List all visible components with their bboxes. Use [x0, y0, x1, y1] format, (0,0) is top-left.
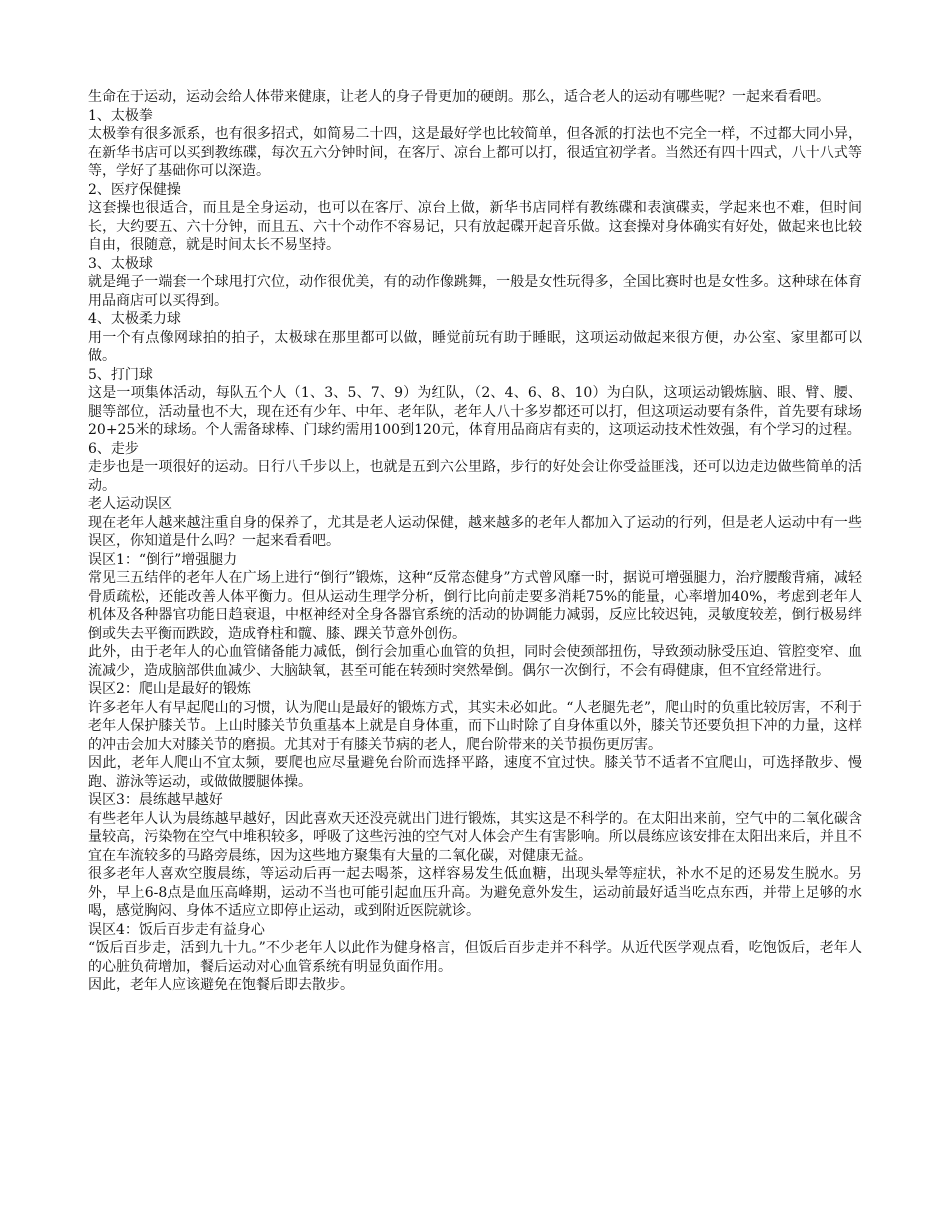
section-heading-gateball: 5、打门球 — [88, 366, 153, 383]
misconception-heading-1: 误区1：“倒行”增强腿力 — [88, 551, 238, 568]
paragraph-walking: 走步也是一项很好的运动。日行八千步以上，也就是五到六公里路，步行的好处会让你受益匪浅，还可以边走边做些简单的活动。 — [88, 459, 862, 494]
paragraph-misconception-2a: 许多老年人有早起爬山的习惯，认为爬山是最好的锻炼方式，其实未必如此。“人老腿先老”，爬山时的负重比较厉害，不利于老年人保护膝关节。上山时膝关节负重基本上就是自身体重，而下山时除了自身体重以外，膝关节还要负担下冲的力量，这样的冲击会加大对膝关节的磨损。尤其对于有膝关节病的老人，爬台阶带来的关节损伤更厉害。 — [88, 699, 862, 753]
misconception-heading-2: 误区2：爬山是最好的锻炼 — [88, 681, 251, 697]
paragraph-misconception-1a: 常见三五结伴的老年人在广场上进行“倒行”锻炼，这种“反常态健身”方式曾风靡一时，据说可增强腿力，治疗腰酸背痛，减轻骨质疏松，还能改善人体平衡力。但从运动生理学分析，倒行比向前走要多消耗75%的能量，心率增加40%，考虑到老年人机体及各种器官功能日趋衰退，中枢神经对全身各器官系统的活动的协调能力减弱，反应比较迟钝，灵敏度较差，倒行极易绊倒或失去平衡而跌跤，造成脊柱和髋、膝、踝关节意外创伤。 — [88, 570, 862, 642]
paragraph-taiji-ball: 就是绳子一端套一个球甩打穴位，动作很优美，有的动作像跳舞，一般是女性玩得多，全国比赛时也是女性多。这种球在体育用品商店可以买得到。 — [88, 274, 862, 309]
paragraph-misconception-4b: 因此，老年人应该避免在饱餐后即去散步。 — [88, 977, 354, 993]
section-heading-taijiquan: 1、太极拳 — [88, 107, 153, 124]
misconception-heading-4: 误区4：饭后百步走有益身心 — [88, 921, 265, 938]
paragraph-misconception-3a: 有些老年人认为晨练越早越好，因此喜欢天还没亮就出门进行锻炼，其实这是不科学的。在太阳出来前，空气中的二氧化碳含量较高，污染物在空气中堆积较多，呼吸了这些污浊的空气对人体会产生有害影响。所以晨练应该安排在太阳出来后，并且不宜在车流较多的马路旁晨练，因为这些地方聚集有大量的二氧化碳，对健康无益。 — [88, 810, 862, 864]
paragraph-misconceptions-intro: 现在老年人越来越注重自身的保养了，尤其是老人运动保健，越来越多的老年人都加入了运动的行列，但是老人运动中有一些误区，你知道是什么吗？一起来看看吧。 — [88, 514, 862, 549]
paragraph-health-exercise: 这套操也很适合，而且是全身运动，也可以在客厅、凉台上做，新华书店同样有教练碟和表演碟卖，学起来也不难，但时间长，大约要五、六十分钟，而且五、六十个动作不容易记，只有放起碟开起音乐做。这套操对身体确实有好处，做起来也比较自由，很随意，就是时间太长不易坚持。 — [88, 200, 862, 253]
paragraph-misconception-2b: 因此，老年人爬山不宜太频，要爬也应尽量避免台阶而选择平路，速度不宜过快。膝关节不适者不宜爬山，可选择散步、慢跑、游泳等运动，或做做腰腿体操。 — [88, 755, 862, 790]
misconception-heading-3: 误区3：晨练越早越好 — [88, 792, 223, 808]
section-heading-taiji-soft-ball: 4、太极柔力球 — [88, 311, 181, 327]
paragraph-taiji-soft-ball: 用一个有点像网球拍的拍子，太极球在那里都可以做，睡觉前玩有助于睡眠，这项运动做起来很方便，办公室、家里都可以做。 — [88, 329, 862, 364]
section-heading-taiji-ball: 3、太极球 — [88, 255, 153, 272]
paragraph-misconception-4a: “饭后百步走，活到九十九。”不少老年人以此作为健身格言，但饭后百步走并不科学。从近代医学观点看，吃饱饭后，老年人的心脏负荷增加，餐后运动对心血管系统有明显负面作用。 — [88, 940, 862, 975]
paragraph-misconception-3b: 很多老年人喜欢空腹晨练，等运动后再一起去喝茶，这样容易发生低血糖，出现头晕等症状，补水不足的还易发生脱水。另外，早上6-8点是血压高峰期，运动不当也可能引起血压升高。为避免意外发生，运动前最好适当吃点东西，并带上足够的水喝，感觉胸闷、身体不适应立即停止运动，或到附近医院就诊。 — [88, 866, 862, 919]
section-heading-walking: 6、走步 — [88, 440, 139, 457]
paragraph-gateball: 这是一项集体活动，每队五个人（1、3、5、7、9）为红队，（2、4、6、8、10）为白队，这项运动锻炼脑、眼、臂、腰、腿等部位，活动量也不大，现在还有少年、中年、老年队，老年人八十多岁都还可以打，但这项运动要有条件，首先要有球场20+25米的球场。个人需备球棒、门球约需用100到120元，体育用品商店有卖的，这项运动技术性效强，有个学习的过程。 — [88, 385, 862, 438]
paragraph-taijiquan: 太极拳有很多派系，也有很多招式，如简易二十四，这是最好学也比较简单，但各派的打法也不完全一样，不过都大同小异，在新华书店可以买到教练碟，每次五六分钟时间，在客厅、凉台上都可以打，很适宜初学者。当然还有四十四式，八十八式等等，学好了基础你可以深造。 — [88, 126, 862, 179]
section-heading-misconceptions: 老人运动误区 — [88, 496, 172, 512]
paragraph-misconception-1b: 此外，由于老年人的心血管储备能力减低，倒行会加重心血管的负担，同时会使颈部扭伤，导致颈动脉受压迫、管腔变窄、血流减少，造成脑部供血减少、大脑缺氧，甚至可能在转颈时突然晕倒。偶尔一次倒行，不会有碍健康，但不宜经常进行。 — [88, 644, 862, 679]
section-heading-health-exercise: 2、医疗保健操 — [88, 181, 181, 198]
intro-paragraph: 生命在于运动，运动会给人体带来健康，让老人的身子骨更加的硬朗。那么，适合老人的运动有哪些呢？一起来看看吧。 — [88, 89, 830, 105]
